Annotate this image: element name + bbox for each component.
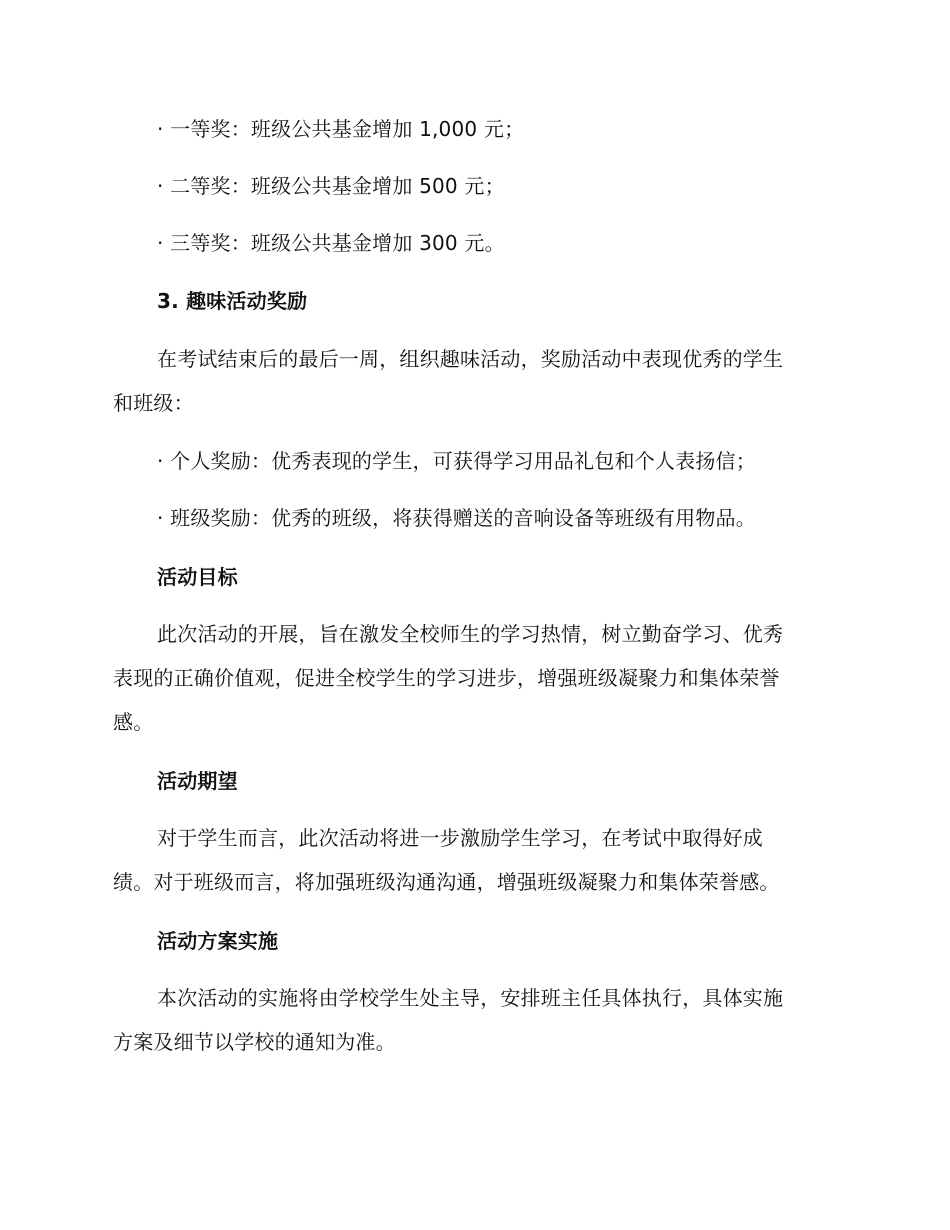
section-heading-fun-activity: 3. 趣味活动奖励 [157,289,308,313]
implementation-line-1: 本次活动的实施将由学校学生处主导，安排班主任具体执行，具体实施 [157,986,784,1010]
class-reward-item: · 班级奖励：优秀的班级，将获得赠送的音响设备等班级有用物品。 [157,506,756,530]
goal-line-3: 感。 [113,710,154,734]
section-heading-goal: 活动目标 [157,565,238,589]
award-second-prize: · 二等奖：班级公共基金增加 500 元； [157,174,505,198]
expectation-line-2: 绩。对于班级而言，将加强班级沟通沟通，增强班级凝聚力和集体荣誉感。 [113,870,780,894]
section-heading-implementation: 活动方案实施 [157,929,279,953]
award-third-prize: · 三等奖：班级公共基金增加 300 元。 [157,231,505,255]
expectation-line-1: 对于学生而言，此次活动将进一步激励学生学习，在考试中取得好成 [157,826,763,850]
award-first-prize: · 一等奖：班级公共基金增加 1,000 元； [157,117,525,141]
goal-line-1: 此次活动的开展，旨在激发全校师生的学习热情，树立勤奋学习、优秀 [157,622,784,646]
goal-line-2: 表现的正确价值观，促进全校学生的学习进步，增强班级凝聚力和集体荣誉 [113,666,780,690]
fun-activity-intro-line-1: 在考试结束后的最后一周，组织趣味活动，奖励活动中表现优秀的学生 [157,347,784,371]
section-heading-expectation: 活动期望 [157,769,238,793]
implementation-line-2: 方案及细节以学校的通知为准。 [113,1030,396,1054]
individual-reward-item: · 个人奖励：优秀表现的学生，可获得学习用品礼包和个人表扬信； [157,449,756,473]
fun-activity-intro-line-2: 和班级： [113,391,194,415]
